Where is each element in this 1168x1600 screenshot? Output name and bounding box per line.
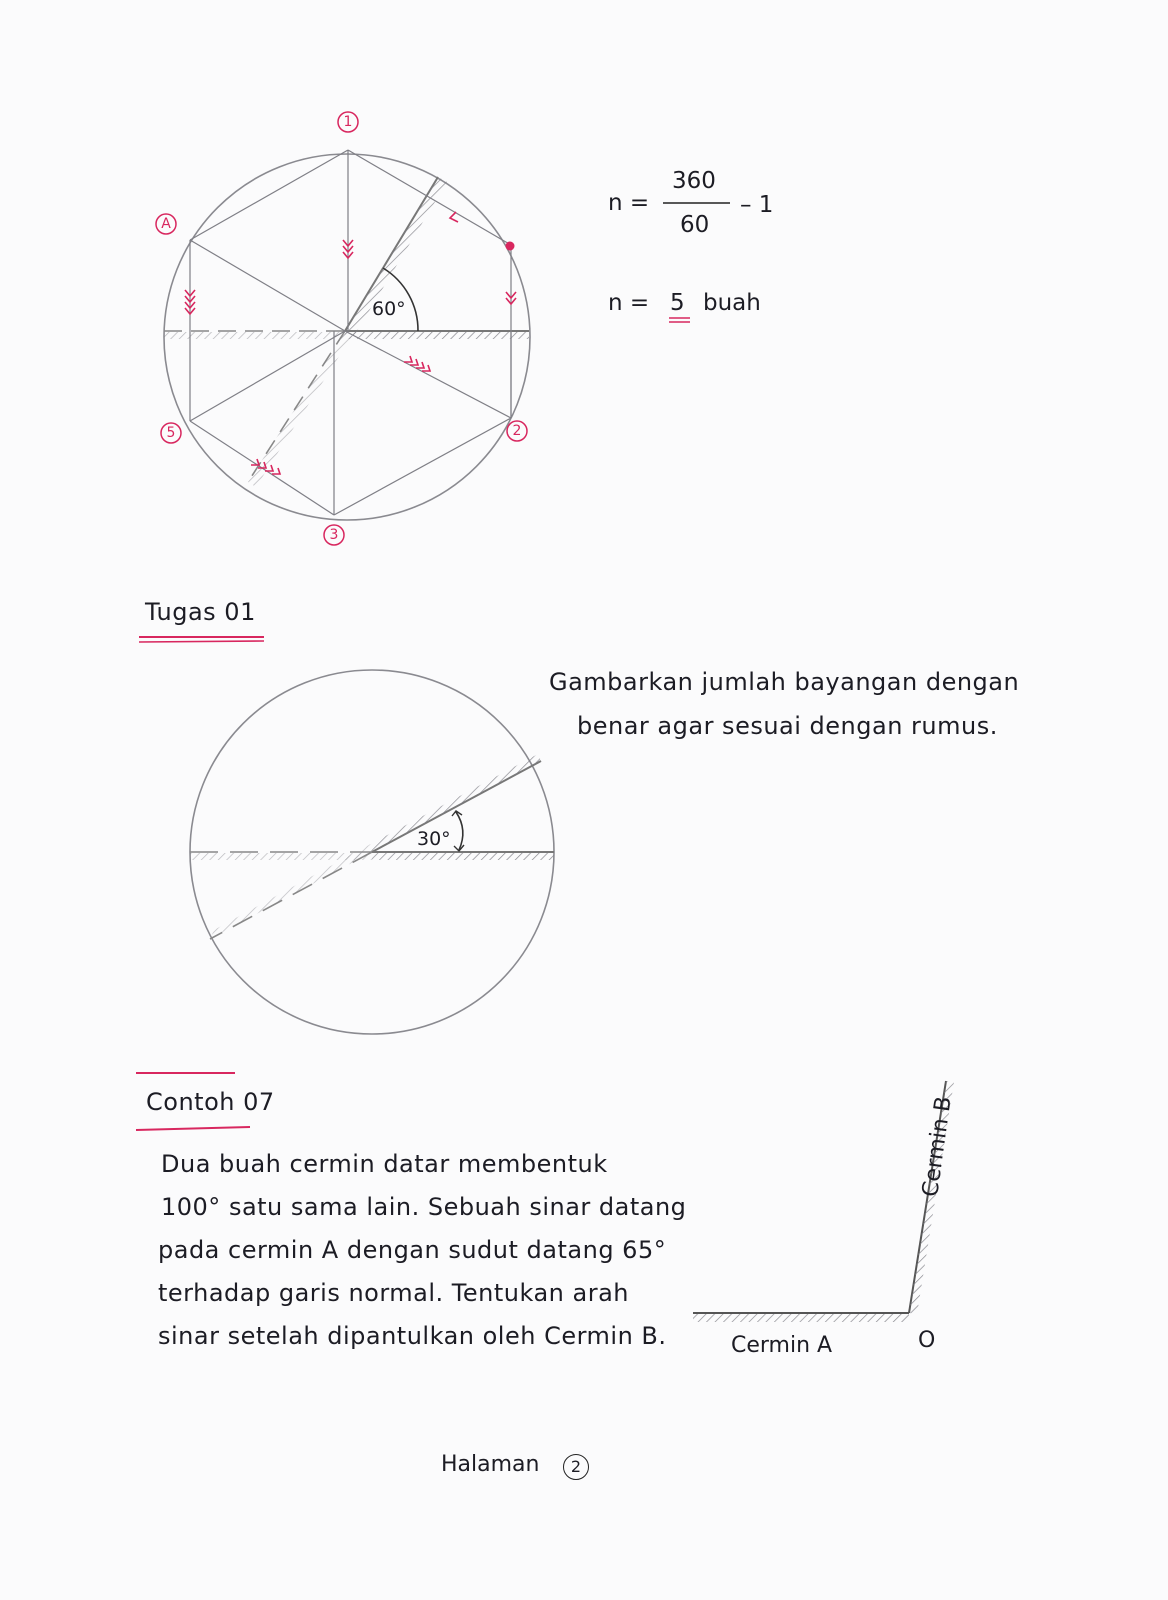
vertex-label: O	[918, 1328, 936, 1353]
contoh-line-2: 100° satu sama lain. Sebuah sinar datang	[161, 1193, 687, 1221]
figure2-angle-arc	[456, 812, 463, 850]
formula-denominator: 60	[680, 212, 710, 238]
position-label-3: 3	[329, 527, 339, 543]
formula-minus-one: – 1	[740, 192, 774, 218]
position-label-2: 2	[512, 423, 522, 439]
figure1-object-point	[506, 242, 515, 251]
formula-result-value: 5	[670, 290, 685, 316]
formula-line2-lhs: n =	[608, 290, 650, 316]
figure2-angle-label: 30°	[417, 828, 451, 850]
position-label-1: 1	[343, 114, 353, 130]
contoh-line-1: Dua buah cermin datar membentuk	[161, 1150, 608, 1178]
formula-result-unit: buah	[703, 290, 761, 316]
formula-line1-lhs: n =	[608, 190, 650, 216]
mirror-b-label: Cermin B	[918, 1094, 957, 1199]
figure1-arrow-marks	[185, 212, 516, 474]
formula-numerator: 360	[672, 168, 716, 194]
page-number: 2	[563, 1454, 589, 1480]
contoh-heading: Contoh 07	[146, 1088, 275, 1116]
contoh-line-3: pada cermin A dengan sudut datang 65°	[158, 1236, 667, 1264]
position-label-a: A	[161, 216, 171, 232]
tugas-heading: Tugas 01	[145, 598, 256, 626]
figure1-angle-label: 60°	[372, 298, 406, 320]
contoh-line-5: sinar setelah dipantulkan oleh Cermin B.	[158, 1322, 667, 1350]
tugas-instruction-line1: Gambarkan jumlah bayangan dengan	[549, 668, 1020, 696]
tugas-instruction-line2: benar agar sesuai dengan rumus.	[577, 712, 998, 740]
mirror-a-label: Cermin A	[731, 1333, 833, 1358]
contoh-line-4: terhadap garis normal. Tentukan arah	[158, 1279, 629, 1307]
position-label-5: 5	[166, 425, 176, 441]
page-label: Halaman	[441, 1452, 540, 1477]
mirror-a-hatch	[693, 1314, 909, 1322]
